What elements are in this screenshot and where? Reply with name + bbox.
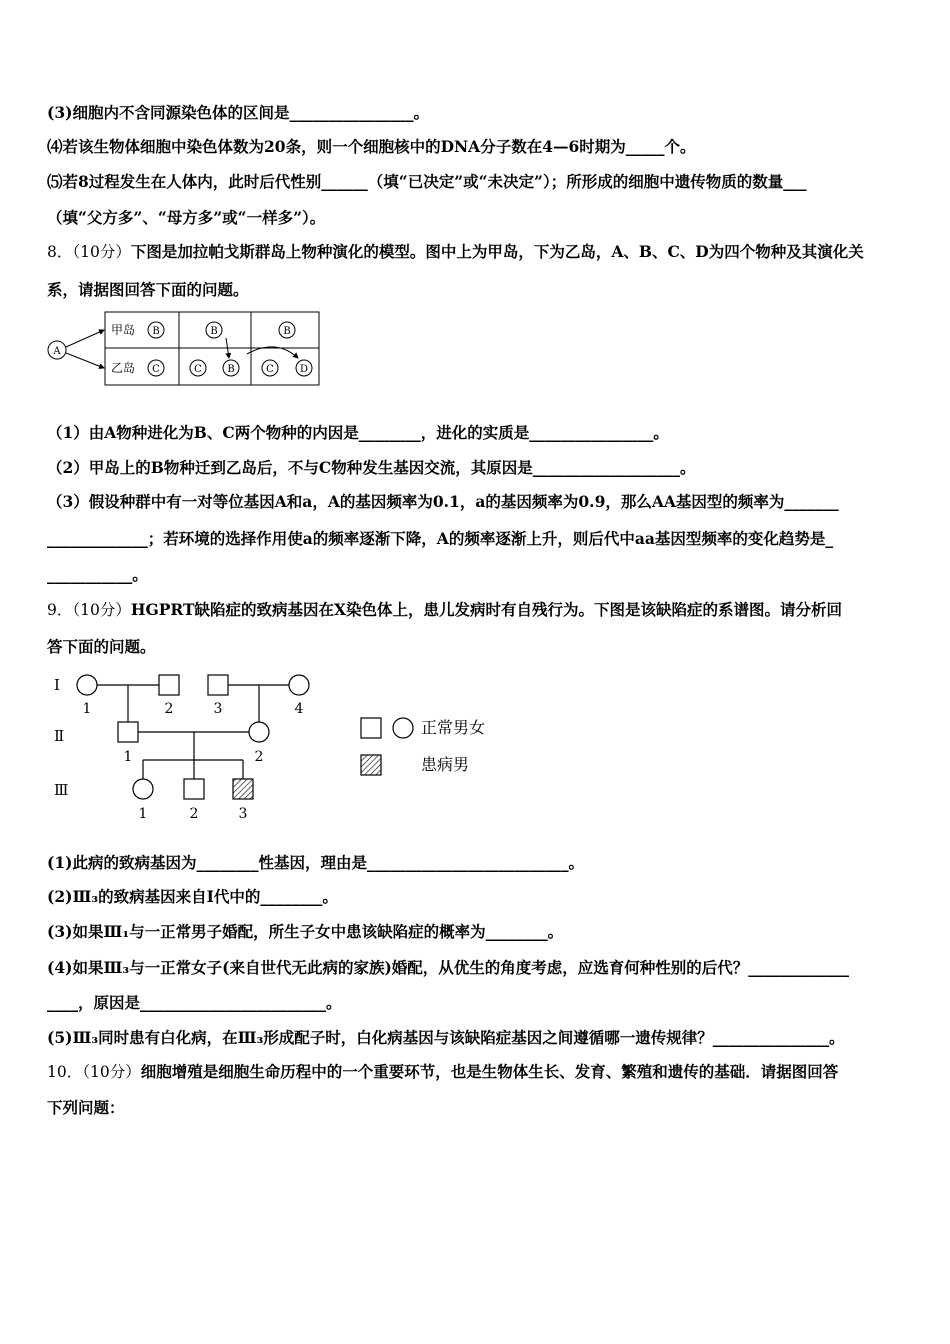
- svg-text:C: C: [152, 364, 160, 375]
- q8-part-1: （1）由A物种进化为B、C两个物种的内因是________，进化的实质是________________。: [47, 423, 669, 442]
- svg-text:1: 1: [138, 806, 148, 822]
- pedigree-chart: [44, 665, 504, 830]
- q7-line-4: ⑷若该生物体细胞中染色体数为20条，则一个细胞核中的DNA分子数在4—6时期为_____个。: [47, 137, 696, 156]
- svg-text:B: B: [152, 326, 160, 337]
- q9-part-3: (3)如果Ⅲ₁与一正常男子婚配，所生子女中患该缺陷症的概率为________。: [47, 922, 564, 941]
- svg-text:4: 4: [294, 701, 304, 717]
- speciation-diagram: [44, 310, 324, 390]
- q10-number: 10．（10分）: [47, 1063, 141, 1081]
- legend-affected-symbol: [361, 755, 381, 775]
- q8-part-3c: ___________。: [47, 565, 148, 584]
- generation-2-label: Ⅱ: [54, 727, 65, 745]
- q9-part-4b: ____，原因是________________________。: [47, 993, 342, 1012]
- species-a-label: A: [53, 346, 61, 357]
- q9-part-1: (1)此病的致病基因为________性基因，理由是__________________________。: [47, 853, 584, 872]
- q9-part-4a: (4)如果Ⅲ₃与一正常女子(来自世代无此病的家族)婚配，从优生的角度考虑，应选育何种性别的后代？_____________: [47, 958, 850, 977]
- q9-number: 9．（10分）: [47, 601, 131, 619]
- q9-part-5: (5)Ⅲ₃同时患有白化病，在Ⅲ₃形成配子时，白化病基因与该缺陷症基因之间遵循哪一遗传规律？_______________。: [47, 1028, 845, 1047]
- island-yi-label: 乙岛: [111, 361, 136, 375]
- legend-normal-label: 正常男女: [421, 718, 486, 737]
- q7-line-5a: ⑸若8过程发生在人体内，此时后代性别______（填“已决定”或“未决定”）；所形成的细胞中遗传物质的数量___: [47, 172, 807, 191]
- svg-text:3: 3: [238, 806, 248, 822]
- q10-stem-line-1: 10．（10分）细胞增殖是细胞生命历程中的一个重要环节，也是生物体生长、发育、繁殖和遗传的基础．请据图回答: [47, 1062, 839, 1081]
- q8-stem-line-1: 8．（10分）下图是加拉帕戈斯群岛上物种演化的模型。图中上为甲岛，下为乙岛，A、B、C、D为四个物种及其演化关: [47, 242, 864, 261]
- q9-stem-line-1: 9．（10分）HGPRT缺陷症的致病基因在X染色体上，患儿发病时有自残行为。下图是该缺陷症的系谱图。请分析回: [47, 600, 843, 619]
- q7-line-3: (3)细胞内不含同源染色体的区间是________________。: [47, 103, 429, 122]
- svg-text:2: 2: [164, 701, 174, 717]
- legend-affected-label: 患病男: [421, 755, 470, 774]
- generation-1-label: Ⅰ: [54, 676, 60, 694]
- svg-text:1: 1: [82, 701, 92, 717]
- q8-part-3a: （3）假设种群中有一对等位基因A和a，A的基因频率为0.1，a的基因频率为0.9，那么AA基因型的频率为_______: [47, 492, 839, 511]
- svg-text:B: B: [227, 364, 235, 375]
- q10-stem-line-2: 下列问题：: [47, 1098, 125, 1117]
- island-jia-label: 甲岛: [111, 323, 136, 337]
- q9-stem-line-2: 答下面的问题。: [47, 637, 156, 656]
- svg-text:1: 1: [123, 749, 133, 765]
- q7-line-5b: （填“父方多”、“母方多”或“一样多”）。: [47, 208, 326, 227]
- q8-number: 8．（10分）: [47, 243, 131, 261]
- svg-text:B: B: [210, 326, 218, 337]
- generation-3-label: Ⅲ: [54, 781, 69, 799]
- affected-male-iii-3: [233, 779, 253, 799]
- q8-stem-line-2: 系，请据图回答下面的问题。: [47, 280, 249, 299]
- svg-text:2: 2: [189, 806, 199, 822]
- svg-text:B: B: [283, 326, 291, 337]
- q9-part-2: (2)Ⅲ₃的致病基因来自Ⅰ代中的________。: [47, 887, 338, 906]
- svg-text:D: D: [299, 364, 309, 375]
- q8-part-2: （2）甲岛上的B物种迁到乙岛后，不与C物种发生基因交流，其原因是___________________。: [47, 458, 696, 477]
- svg-text:2: 2: [254, 749, 264, 765]
- q8-part-3b: _____________；若环境的选择作用使a的频率逐渐下降，A的频率逐渐上升，则后代中aa基因型频率的变化趋势是_: [47, 529, 834, 548]
- svg-text:C: C: [194, 364, 202, 375]
- svg-text:3: 3: [213, 701, 223, 717]
- svg-text:C: C: [266, 364, 274, 375]
